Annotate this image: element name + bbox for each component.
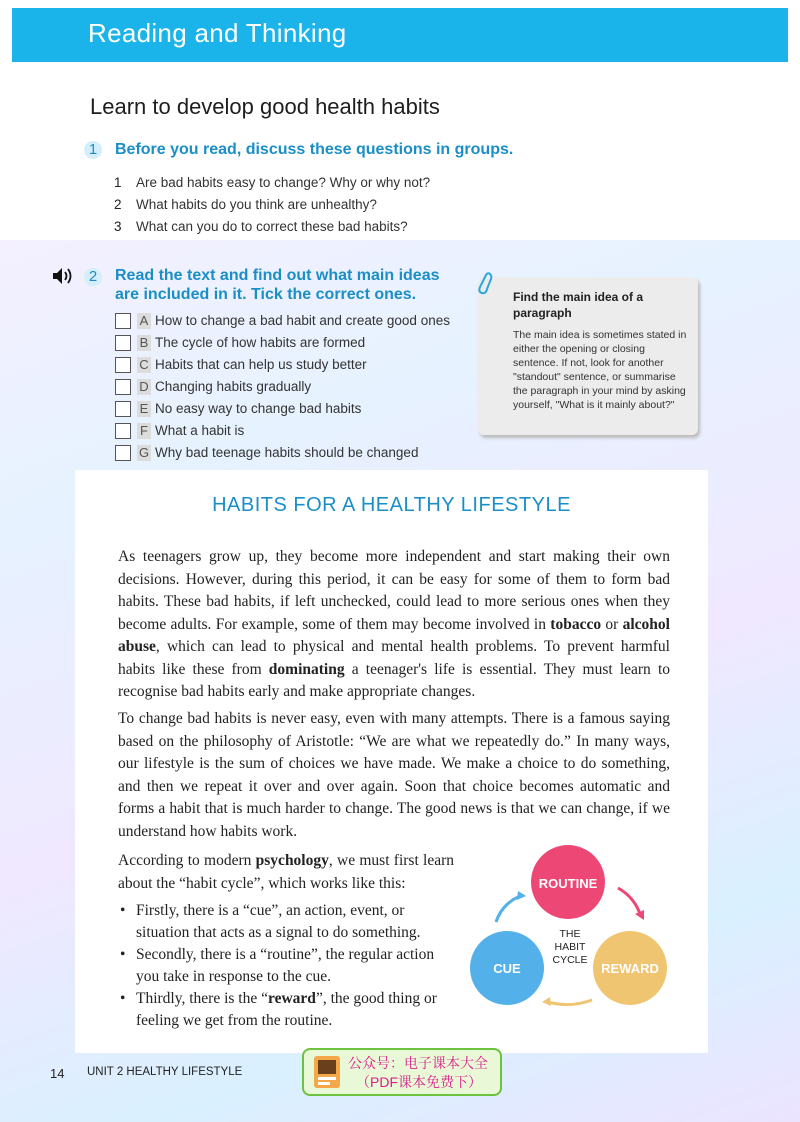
unit-label: UNIT 2 HEALTHY LIFESTYLE — [87, 1066, 243, 1078]
option-checkbox[interactable] — [115, 379, 131, 395]
question-item: 3 What can you do to correct these bad habits? — [114, 219, 408, 234]
option-checkbox[interactable] — [115, 335, 131, 351]
option-checkbox[interactable] — [115, 313, 131, 329]
keyword: tobacco — [550, 615, 602, 633]
article-paragraph-2: To change bad habits is never easy, even with many attempts. There is a famous saying based on the philosophy of Aristotle: “We are what we repeatedly do.” In many ways, our lifestyle is the sum of choices we have made. We make a choice to do something, and then we repeat it over and over again. Soon that choice becomes automatic and forms a habit that is much harder to change. The good news is that we can change, if we understand how habits work. — [118, 710, 670, 840]
habit-cycle-list — [118, 900, 454, 1032]
keyword: alcohol abuse — [118, 615, 670, 655]
section-title: Reading and Thinking — [88, 18, 347, 48]
article-paragraph-3: According to modern psychology, we must first learn about the “habit cycle”, which works like this: — [118, 852, 455, 892]
option-item: F What a habit is — [115, 420, 450, 442]
task-2-options — [115, 310, 450, 464]
task-1-number: 1 — [84, 141, 102, 159]
option-item: C Habits that can help us study better — [115, 354, 450, 376]
cue-to-routine-arrow — [496, 896, 520, 922]
option-item: G Why bad teenage habits should be changed — [115, 442, 450, 464]
option-item: D Changing habits gradually — [115, 376, 450, 398]
stamp-line-1: 公众号：电子课本大全 — [348, 1055, 488, 1071]
routine-label: ROUTINE — [538, 876, 598, 891]
keyword: psychology — [255, 852, 329, 869]
tip-body: The main idea is sometimes stated in either the opening or closing sentence. If not, look for another "standout" sentence, or summarise the paragraph in your mind by asking yourself, "What is it mainly about?" — [513, 329, 687, 411]
option-checkbox[interactable] — [115, 401, 131, 417]
task-2-heading-line-1: Read the text and find out what main ideas — [115, 267, 440, 284]
reward-label: REWARD — [601, 961, 659, 976]
list-item: • Firstly, there is a “cue”, an action, event, or situation that acts as a signal to do something. — [118, 900, 454, 944]
task-2-heading-line-2: are included in it. Tick the correct ones. — [115, 286, 417, 303]
list-item: • Secondly, there is a “routine”, the regular action you take in response to the cue. — [118, 944, 454, 988]
option-item: B The cycle of how habits are formed — [115, 332, 450, 354]
option-checkbox[interactable] — [115, 423, 131, 439]
article-paragraph-1: As teenagers grow up, they become more independent and start making their own decisions. However, during this period, it can be easy for some of them to form bad habits. These bad habits, if left unchecked, could lead to more serious ones when they become adults. For example, some of them may become involved in tobacco or alcohol abuse, which can lead to physical and mental health problems. To prevent harmful habits like these from dominating a teenager's life is essential. They must learn to recognise bad habits early and make appropriate changes. — [118, 548, 670, 700]
keyword: reward — [268, 990, 316, 1007]
tip-box — [478, 277, 698, 435]
task-1-heading: Before you read, discuss these questions in groups. — [115, 141, 514, 158]
option-checkbox[interactable] — [115, 445, 131, 461]
option-checkbox[interactable] — [115, 357, 131, 373]
cue-to-routine-arrowhead — [517, 891, 526, 900]
reward-to-cue-arrow — [548, 1000, 592, 1005]
diagram-center-line-2: HABIT — [554, 941, 586, 953]
paperclip-icon — [474, 271, 494, 299]
diagram-center-line-1: THE — [559, 928, 581, 940]
list-item: • Thirdly, there is the “reward”, the good thing or feeling we get from the routine. — [118, 988, 454, 1032]
section-header — [12, 8, 788, 62]
stamp-line-2: （PDF课本免费下） — [356, 1074, 482, 1090]
task-2-number: 2 — [84, 268, 102, 286]
task-1-questions — [114, 172, 430, 238]
keyword: dominating — [268, 660, 345, 678]
cue-label: CUE — [493, 961, 521, 976]
habit-cycle-diagram — [462, 842, 692, 1017]
tip-heading: Find the main idea of a paragraph — [513, 290, 644, 320]
watermark-stamp — [302, 1048, 502, 1096]
option-item: A How to change a bad habit and create good ones — [115, 310, 450, 332]
reward-to-cue-arrowhead — [542, 997, 551, 1006]
option-item: E No easy way to change bad habits — [115, 398, 450, 420]
speaker-icon[interactable] — [52, 266, 74, 286]
question-item: 1 Are bad habits easy to change? Why or why not? — [114, 175, 431, 190]
page-number: 14 — [50, 1066, 65, 1081]
book-icon — [312, 1054, 342, 1090]
lesson-title: Learn to develop good health habits — [90, 94, 440, 119]
diagram-center-line-3: CYCLE — [552, 954, 588, 966]
article-title: HABITS FOR A HEALTHY LIFESTYLE — [212, 494, 571, 516]
routine-to-reward-arrow — [618, 888, 640, 914]
question-item: 2 What habits do you think are unhealthy? — [114, 197, 377, 212]
